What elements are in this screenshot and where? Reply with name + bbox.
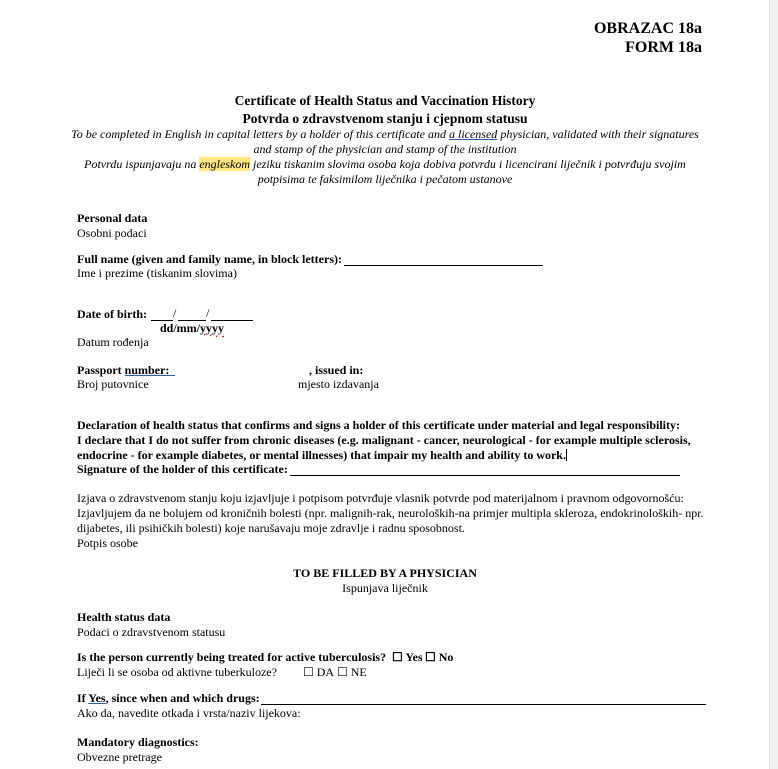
drugs-label: If Yes, since when and which drugs: — [77, 691, 260, 705]
tb-ne-option[interactable]: ☐ NE — [337, 665, 367, 679]
checkbox-icon[interactable]: ☐ — [337, 665, 348, 679]
date-of-birth-label: Date of birth: — [77, 307, 147, 321]
instructions-en-line1: To be completed in English in capital letters by a holder of this certificate and a licensed physician, validated with their signatures — [71, 127, 699, 141]
a-licensed-text: a licensed — [448, 127, 498, 141]
declaration-text-line1: I declare that I do not suffer from chronic diseases (e.g. malignant - cancer, neurological - for example multiple sclerosis, — [77, 433, 691, 447]
drugs-field[interactable] — [261, 704, 706, 705]
passport-label-hr: Broj putovnice — [77, 377, 149, 391]
dob-separator-2: / — [206, 306, 210, 320]
checkbox-icon[interactable]: ☐ — [392, 650, 403, 664]
mandatory-diagnostics-heading-hr: Obvezne pretrage — [77, 750, 162, 764]
declaration-heading: Declaration of health status that confirms and signs a holder of this certificate under material and legal responsibility: — [77, 418, 680, 432]
issued-in-label: , issued in: — [309, 363, 364, 377]
form-number-hr: OBRAZAC 18a — [593, 20, 702, 37]
checkbox-icon[interactable]: ☐ — [425, 650, 436, 664]
passport-label: Passport number: — [77, 363, 170, 377]
issued-in-label-hr: mjesto izdavanja — [298, 377, 379, 391]
declaration-hr-line1: Izjavljujem da ne bolujem od kroničnih bolesti (npr. malignih-rak, neuroloških-na primjer multipla skleroza, endokrinoloških- npr. — [77, 506, 704, 520]
personal-data-heading: Personal data — [77, 211, 148, 225]
signature-label-hr: Potpis osobe — [77, 536, 139, 550]
title-hr: Potvrda o zdravstvenom stanju i cjepnom statusu — [242, 111, 528, 126]
date-of-birth-label-hr: Datum rođenja — [77, 335, 149, 349]
declaration-hr-line2: dijabetes, ili psihičkih bolesti) koje narušavaju moje zdravlje i radnu sposobnost. — [77, 521, 465, 535]
signature-label: Signature of the holder of this certificate: — [77, 462, 288, 476]
tb-da-option[interactable]: ☐ DA — [303, 665, 335, 679]
passport-number-field[interactable] — [167, 375, 175, 376]
tb-no-option[interactable]: ☐ No — [425, 650, 454, 664]
health-status-heading: Health status data — [77, 610, 171, 624]
highlighted-word: engleskom — [199, 157, 251, 171]
text-cursor — [566, 449, 567, 461]
physician-heading: TO BE FILLED BY A PHYSICIAN — [293, 566, 477, 580]
title-en: Certificate of Health Status and Vaccination History — [234, 93, 536, 108]
dob-format-hint: dd/mm/yyyy — [160, 321, 225, 335]
declaration-text-line2: endocrine - for example diabetes, or mental illnesses) that impair my health and ability to work. — [77, 448, 566, 462]
health-status-heading-hr: Podaci o zdravstvenom statusu — [77, 625, 226, 639]
mandatory-diagnostics-heading: Mandatory diagnostics: — [77, 735, 199, 749]
personal-data-heading-hr: Osobni podaci — [77, 226, 147, 240]
tuberculosis-question: Is the person currently being treated for active tuberculosis? — [77, 650, 387, 664]
vertical-scrollbar[interactable] — [769, 0, 778, 769]
declaration-hr-heading: Izjava o zdravstvenom stanju koju izjavljuje i potpisom potvrđuje vlasnik potvrde pod materijalnom i pravnom odgovornošću: — [77, 491, 684, 505]
full-name-label-hr: Ime i prezime (tiskanim slovima) — [77, 266, 237, 280]
instructions-hr-line2: potpisima te faksimilom liječnika i pečatom ustanove — [257, 172, 513, 186]
full-name-label: Full name (given and family name, in block letters): — [77, 252, 342, 266]
tb-yes-option[interactable]: ☐ Yes — [392, 650, 423, 664]
physician-heading-hr: Ispunjava liječnik — [342, 581, 428, 595]
signature-field[interactable] — [290, 475, 680, 476]
full-name-field[interactable] — [344, 265, 543, 266]
checkbox-icon[interactable]: ☐ — [303, 665, 314, 679]
instructions-en-line2: and stamp of the physician and stamp of the institution — [253, 142, 517, 156]
dob-separator-1: / — [173, 306, 177, 320]
tuberculosis-question-hr: Liječi li se osoba od aktivne tuberkuloze? — [77, 665, 277, 679]
instructions-hr-line1: Potvrdu ispunjavaju na engleskom jeziku tiskanim slovima osoba koja dobiva potvrdu i licencirani liječnik i potvrđuju svojim — [84, 157, 686, 171]
form-number-en: FORM 18a — [625, 39, 702, 56]
drugs-label-hr: Ako da, navedite otkada i vrsta/naziv lijekova: — [77, 706, 301, 720]
